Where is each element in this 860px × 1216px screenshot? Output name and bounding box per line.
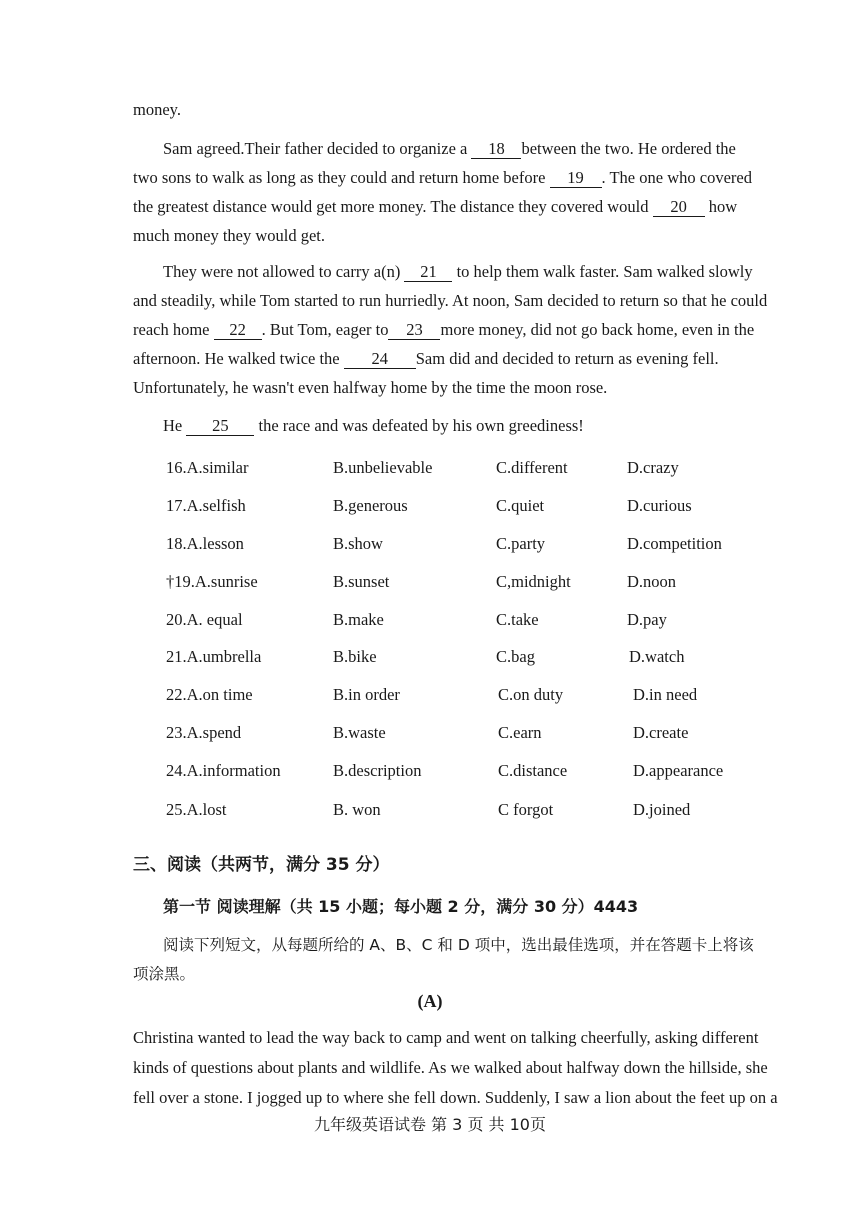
option-b: B. won xyxy=(333,800,381,819)
passage-text: They were not allowed to carry a(n) xyxy=(163,262,405,281)
option-c: C,midnight xyxy=(496,572,571,591)
instruction-line: 项涂黑。 xyxy=(133,965,196,983)
option-c: C forgot xyxy=(498,800,554,819)
passage-text: two sons to walk as long as they could and return home before xyxy=(133,168,550,187)
option-a: 17.A.selfish xyxy=(166,496,246,515)
passage-line xyxy=(163,262,753,282)
passage-text: . The one who covered xyxy=(601,168,752,187)
page-footer: 九年级英语试卷 第 3 页 共 10页 xyxy=(314,1115,546,1134)
option-b: B.waste xyxy=(333,723,386,742)
blank-21: 21 xyxy=(404,263,452,282)
option-b: B.show xyxy=(333,534,383,553)
passage-line: Unfortunately, he wasn't even halfway home by the time the moon rose. xyxy=(133,378,608,397)
passage-line: kinds of questions about plants and wildlife. As we walked about halfway down the hillside, she xyxy=(133,1058,768,1077)
passage-text: . But Tom, eager to xyxy=(261,320,389,339)
option-row xyxy=(0,647,860,671)
option-c: C.on duty xyxy=(498,685,564,704)
option-c: C.distance xyxy=(498,761,568,780)
blank-24: 24 xyxy=(344,350,416,369)
option-c: C.bag xyxy=(496,647,535,666)
option-d: D.crazy xyxy=(627,458,679,477)
passage-text: Sam agreed.Their father decided to organize a xyxy=(163,139,472,158)
passage-line: Christina wanted to lead the way back to camp and went on talking cheerfully, asking different xyxy=(133,1028,759,1047)
section-title: 三、阅读（共两节，满分 35 分） xyxy=(133,855,390,875)
option-row xyxy=(0,534,860,558)
part-title: 第一节 阅读理解（共 15 小题；每小题 2 分，满分 30 分）4443 xyxy=(163,897,639,916)
option-d: D.watch xyxy=(629,647,685,666)
blank-22: 22 xyxy=(214,321,262,340)
blank-18: 18 xyxy=(471,140,521,159)
passage-text: the race and was defeated by his own greediness! xyxy=(254,416,584,435)
blank-19: 19 xyxy=(550,169,602,188)
option-a: 25.A.lost xyxy=(166,800,227,819)
option-d: D.create xyxy=(633,723,689,742)
passage-text: more money, did not go back home, even in the xyxy=(440,320,755,339)
option-c: C.different xyxy=(496,458,568,477)
option-row xyxy=(0,800,860,824)
option-d: D.noon xyxy=(627,572,677,591)
option-a: 24.A.information xyxy=(166,761,281,780)
option-c: C.take xyxy=(496,610,539,629)
passage-line: fell over a stone. I jogged up to where she fell down. Suddenly, I saw a lion about the feet up on a xyxy=(133,1088,778,1107)
option-a: 21.A.umbrella xyxy=(166,647,262,666)
option-row xyxy=(0,458,860,482)
option-a: 20.A. equal xyxy=(166,610,243,629)
option-a: 23.A.spend xyxy=(166,723,242,742)
option-a: 16.A.similar xyxy=(166,458,249,477)
option-row xyxy=(0,496,860,520)
option-c: C.party xyxy=(496,534,546,553)
passage-line xyxy=(133,197,737,217)
option-a: †19.A.sunrise xyxy=(166,572,258,591)
option-row xyxy=(0,723,860,747)
option-d: D.competition xyxy=(627,534,722,553)
option-b: B.in order xyxy=(333,685,400,704)
blank-23: 23 xyxy=(388,321,440,340)
option-b: B.make xyxy=(333,610,384,629)
option-d: D.joined xyxy=(633,800,691,819)
option-a: 18.A.lesson xyxy=(166,534,244,553)
option-b: B.description xyxy=(333,761,422,780)
option-row xyxy=(0,761,860,785)
option-b: B.sunset xyxy=(333,572,390,591)
passage-text: between the two. He ordered the xyxy=(521,139,736,158)
passage-line xyxy=(133,168,752,188)
option-d: D.curious xyxy=(627,496,692,515)
passage-text: how xyxy=(704,197,738,216)
blank-20: 20 xyxy=(653,198,705,217)
passage-line xyxy=(163,139,736,159)
passage-label: (A) xyxy=(417,991,443,1011)
option-c: C.earn xyxy=(498,723,542,742)
instruction-line: 阅读下列短文，从每题所给的 A、B、C 和 D 项中，选出最佳选项，并在答题卡上将该 xyxy=(163,936,754,954)
option-b: B.generous xyxy=(333,496,408,515)
passage-line xyxy=(133,349,719,369)
option-b: B.bike xyxy=(333,647,377,666)
option-d: D.in need xyxy=(633,685,698,704)
option-b: B.unbelievable xyxy=(333,458,433,477)
option-row xyxy=(0,685,860,709)
option-row xyxy=(0,572,860,596)
option-c: C.quiet xyxy=(496,496,545,515)
passage-line: money. xyxy=(133,100,181,119)
option-row xyxy=(0,610,860,634)
passage-text: Sam did and decided to return as evening fell. xyxy=(415,349,719,368)
passage-line xyxy=(133,320,754,340)
passage-line: and steadily, while Tom started to run hurriedly. At noon, Sam decided to return so that he could xyxy=(133,291,768,310)
option-d: D.appearance xyxy=(633,761,724,780)
passage-text: to help them walk faster. Sam walked slowly xyxy=(452,262,753,281)
passage-line: much money they would get. xyxy=(133,226,326,245)
passage-text: the greatest distance would get more money. The distance they covered would xyxy=(133,197,653,216)
option-a: 22.A.on time xyxy=(166,685,253,704)
passage-text: afternoon. He walked twice the xyxy=(133,349,344,368)
blank-25: 25 xyxy=(186,417,254,436)
option-d: D.pay xyxy=(627,610,667,629)
passage-line xyxy=(163,416,584,436)
passage-text: He xyxy=(163,416,187,435)
passage-text: reach home xyxy=(133,320,214,339)
